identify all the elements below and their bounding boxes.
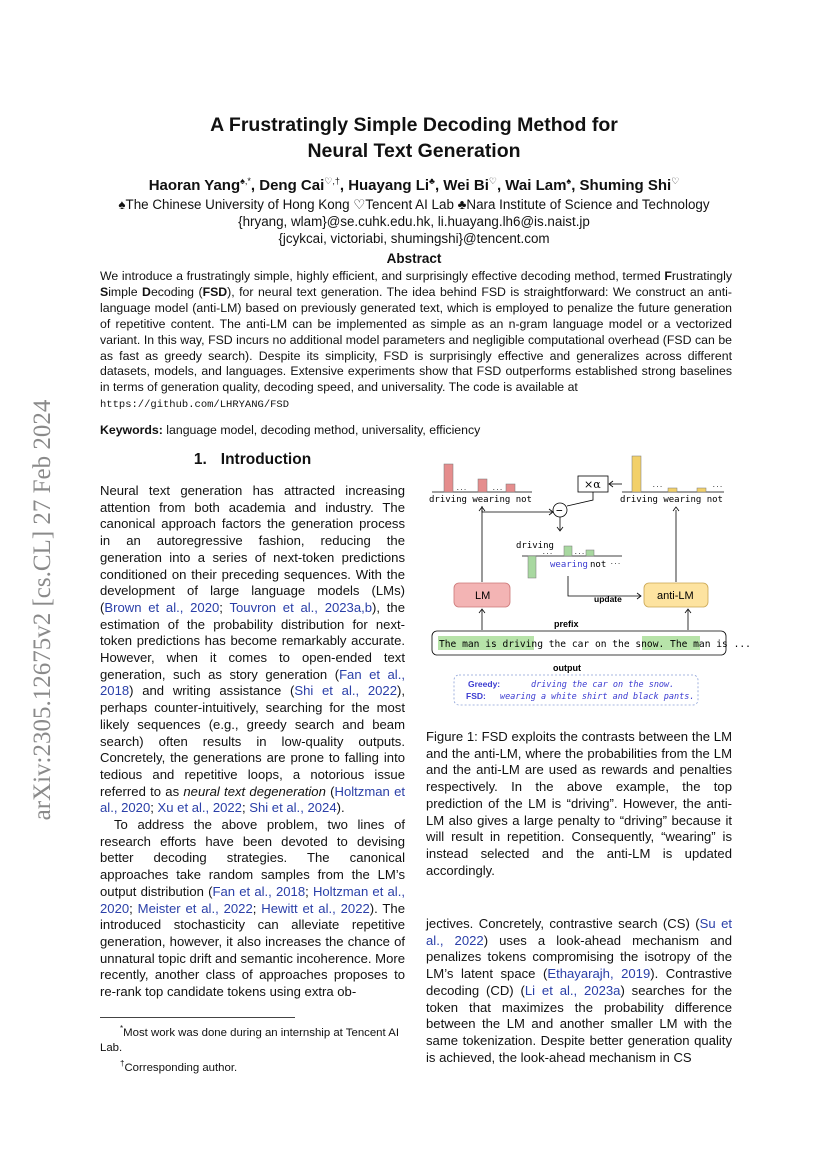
lm-dots: ... bbox=[492, 485, 503, 492]
citation-link[interactable]: Meister et al., 2022 bbox=[137, 900, 253, 916]
citation-link[interactable]: Shi et al., 2022 bbox=[294, 683, 397, 699]
lm-bar-driving bbox=[444, 464, 453, 492]
abstract-text: We introduce a frustratingly simple, highly efficient, and surprisingly effective decoding method, termed bbox=[100, 269, 665, 283]
lm-label: LM bbox=[475, 590, 491, 602]
figure-1-diagram bbox=[426, 450, 751, 712]
author-name: Deng Cai bbox=[259, 177, 325, 194]
arxiv-id[interactable]: arXiv:2305.12675v2 [cs.CL] 27 Feb 2024 bbox=[29, 399, 56, 821]
body-text: To address the above problem, two lines of research efforts have been devoted to devising better decoding strategies. The canonical approaches take random samples from the LM’s output distribution ( bbox=[100, 817, 405, 899]
email-line: {jcykcai, victoriabi, shumingshi}@tencent.com bbox=[278, 231, 550, 246]
body-text: ). bbox=[336, 800, 345, 816]
citation-link[interactable]: Li et al., 2023a bbox=[524, 982, 621, 998]
citation-link[interactable]: Xu et al., 2022 bbox=[157, 800, 242, 816]
output-label: output bbox=[553, 663, 581, 673]
citation-link[interactable]: Holtzman et al., 2020 bbox=[100, 783, 405, 816]
body-text: ) and writing assistance ( bbox=[129, 683, 295, 699]
lm-bar-not bbox=[506, 484, 515, 492]
prefix-label: prefix bbox=[554, 619, 579, 629]
center-word-driving: driving bbox=[516, 541, 554, 551]
body-text: Neural text generation has attracted increasing attention from both academia and industry. The canonical approach factors the generation process in an autoregressive fashion, reducing the generation into a series of next-token predictions conditioned on their preceding sequences. With the development of large language models (LMs) ( bbox=[100, 483, 405, 615]
greedy-output: driving the car on the snow. bbox=[531, 680, 675, 690]
author-name: Huayang Li bbox=[348, 177, 430, 194]
section-title: Introduction bbox=[220, 451, 312, 468]
footnote-2 bbox=[100, 1056, 405, 1076]
greedy-label: Greedy: bbox=[468, 679, 501, 689]
title-line-1: A Frustratingly Simple Decoding Method for bbox=[210, 114, 618, 136]
keywords-text: language model, decoding method, universality, efficiency bbox=[162, 423, 481, 437]
citation-link[interactable]: Brown et al., 2020 bbox=[104, 599, 220, 615]
citation-link[interactable]: Shi et al., 2024 bbox=[249, 800, 337, 816]
lm-bar-wearing bbox=[478, 479, 487, 492]
author-marks: ♡ bbox=[671, 176, 680, 186]
citation-link[interactable]: Ethayarajh, 2019 bbox=[547, 966, 651, 982]
abstract-bold-abbr: FSD bbox=[202, 284, 228, 299]
abstract-text: imple bbox=[108, 284, 143, 299]
footnote-1 bbox=[100, 1021, 405, 1056]
body-text: ) searches for the token that maximizes the probability difference between the LM and another smaller LM with the same tokenization. Despite better generation quality is achieved, the look-ahead mechanism in CS bbox=[426, 982, 733, 1065]
fsd-output: wearing a white shirt and black pants. bbox=[500, 692, 695, 702]
intro-left-column bbox=[100, 483, 405, 1001]
abstract-bold-letter: S bbox=[100, 284, 109, 299]
update-label: update bbox=[594, 594, 622, 604]
body-text: ), the estimation of the probability distribution for next-token predictions has become remarkably accurate. However, when it comes to open-ended text generation, such as story generation ( bbox=[100, 599, 405, 682]
author-marks: ♣ bbox=[429, 176, 435, 186]
sentence-highlight-1: The man is driving bbox=[439, 639, 543, 650]
paper-title bbox=[0, 112, 828, 164]
minus-sign: − bbox=[556, 504, 563, 517]
anti-bar-driving bbox=[632, 456, 641, 492]
footnote-text: Most work was done during an internship at Tencent AI Lab. bbox=[100, 1026, 399, 1054]
footnote-rule bbox=[100, 1017, 295, 1018]
arrow-alpha-to-minus bbox=[567, 492, 593, 506]
footnotes bbox=[100, 1017, 405, 1076]
center-bar-wearing bbox=[564, 546, 572, 556]
affiliations bbox=[0, 196, 828, 247]
email-line: {hryang, wlam}@se.cuhk.edu.hk, li.huayang.lh6@is.naist.jp bbox=[238, 214, 590, 229]
citation-link[interactable]: Hewitt et al., 2022 bbox=[261, 900, 370, 916]
abstract-heading: Abstract bbox=[386, 251, 442, 266]
center-word-wearing: wearing bbox=[550, 560, 588, 570]
abstract-bold-letter: F bbox=[664, 269, 672, 283]
abstract-text: rustratingly bbox=[671, 269, 732, 283]
citation-link[interactable]: Touvron et al., 2023a,b bbox=[229, 599, 373, 615]
anti-dots: ... bbox=[652, 482, 663, 489]
lm-dist-words: driving wearing not bbox=[429, 495, 532, 505]
author-marks: ♠ bbox=[566, 176, 572, 186]
abstract-bold-letter: D bbox=[142, 284, 151, 299]
body-text: ). Contrastive decoding (CD) ( bbox=[426, 966, 733, 998]
citation-link[interactable]: Holtzman et al., 2020 bbox=[100, 883, 405, 916]
right-paragraph bbox=[426, 916, 732, 1066]
anti-lm-label: anti-LM bbox=[657, 590, 694, 602]
author-list: Haoran Yang♠,*, Deng Cai♡,†, Huayang Li♣, Wei Bi♡, Wai Lam♠, Shuming Shi♡ bbox=[148, 176, 680, 194]
body-text: ; bbox=[241, 800, 250, 816]
author-name: Wai Lam bbox=[505, 177, 567, 194]
center-dots: ... bbox=[574, 549, 585, 556]
author-marks: ♡ bbox=[488, 176, 497, 186]
anti-dots: ... bbox=[712, 482, 723, 489]
prefix-sentence bbox=[439, 639, 751, 650]
center-bar-driving bbox=[528, 556, 536, 578]
intro-paragraph-2 bbox=[100, 817, 405, 1001]
abstract-text: ), for neural text generation. The idea behind FSD is straightforward: We construct an anti-language model (anti-LM) based on previously generated text, which is employed to penalize the future generation of repetitive content. The anti-LM can be implemented as simple as an n-gram language model or a vectorized variant. In this way, FSD incurs no additional model parameters and negligible computational overhead (FSD can be as fast as greedy search). Despite its simplicity, FSD is surprisingly effective and generalizes across different datasets, models, and languages. Extensive experiments show that FSD outperforms established strong baselines in terms of generation quality, decoding speed, and universality. The code is available at bbox=[100, 284, 732, 395]
code-link[interactable]: https://github.com/LHRYANG/FSD bbox=[100, 399, 290, 412]
body-text: ) uses a look-ahead mechanism and penalizes tokens compromising the isotropy of the LM’s latent space ( bbox=[426, 932, 732, 982]
alpha-label: ×α bbox=[584, 478, 601, 491]
author-name: Wei Bi bbox=[443, 177, 489, 194]
center-word-not: not bbox=[590, 560, 607, 570]
author-marks: ♠,* bbox=[240, 176, 251, 186]
anti-bar-not bbox=[697, 488, 706, 492]
emphasis-text: neural text degeneration bbox=[183, 783, 326, 799]
center-dots: ... bbox=[542, 549, 553, 556]
fsd-label: FSD: bbox=[466, 691, 486, 701]
arrow-lm-to-minus bbox=[482, 506, 552, 512]
author-marks: ♡,† bbox=[324, 176, 340, 186]
body-text: ( bbox=[325, 783, 335, 799]
center-dots: ... bbox=[610, 559, 621, 566]
abstract-text: ecoding ( bbox=[150, 284, 203, 299]
citation-link[interactable]: Su et al., 2022 bbox=[426, 916, 732, 948]
body-text: ; bbox=[219, 599, 230, 615]
arrow-update bbox=[568, 576, 640, 596]
body-text: ), perhaps counter-intuitively, searching for the most likely sequences (e.g., greedy search and beam search) often results in low-quality outputs. Concretely, the generations are prone to falling into tedious and repetitive loops, a notorious issue referred to as bbox=[100, 683, 405, 799]
figure-caption: Figure 1: FSD exploits the contrasts between the LM and the anti-LM, where the probabilities from the LM and the anti-LM are used as rewards and penalties respectively. In the above example, the top prediction of the LM is “driving”. However, the anti-LM also gives a large penalty to “driving” because it will result in repetition. Consequently, “wearing” is instead selected and the anti-LM is updated accordingly. bbox=[426, 729, 732, 878]
footnote-text: Corresponding author. bbox=[124, 1061, 238, 1074]
section-heading bbox=[100, 451, 405, 469]
arxiv-sidebar bbox=[18, 370, 68, 850]
body-text: ). The introduced stochasticity can alleviate repetitive generation, however, it also increases the chance of unnatural topic drift and semantic incoherence. More recently, another class of approaches proposes to re-rank top candidate tokens using extra ob- bbox=[100, 900, 405, 1000]
center-bar-not bbox=[586, 550, 594, 556]
footnote-mark: * bbox=[120, 1024, 124, 1033]
section-number: 1. bbox=[193, 451, 207, 468]
author-name: Haoran Yang bbox=[148, 177, 241, 194]
title-line-2: Neural Text Generation bbox=[307, 140, 521, 162]
keywords-label: Keywords: bbox=[100, 423, 163, 437]
body-text: ; bbox=[305, 883, 313, 899]
sentence-middle: the car on the snow. bbox=[542, 639, 671, 650]
body-text: ; bbox=[150, 800, 158, 816]
citation-link[interactable]: Fan et al., 2018 bbox=[212, 883, 306, 899]
intro-right-column bbox=[426, 916, 732, 1066]
citation-link[interactable]: Fan et al., 2018 bbox=[100, 666, 405, 699]
footnote-mark: † bbox=[120, 1058, 125, 1068]
anti-bar-wearing bbox=[668, 488, 677, 492]
sentence-highlight-2: The man is bbox=[670, 639, 728, 650]
affiliation-line: ♠The Chinese University of Hong Kong ♡Tencent AI Lab ♣Nara Institute of Science and Technology bbox=[118, 197, 710, 212]
abstract-body bbox=[100, 269, 732, 414]
keywords-line bbox=[100, 423, 732, 437]
lm-dots: ... bbox=[456, 485, 467, 492]
body-text: jectives. Concretely, contrastive search (CS) ( bbox=[426, 916, 700, 931]
intro-paragraph-1 bbox=[100, 483, 405, 817]
anti-dist-words: driving wearing not bbox=[620, 495, 723, 505]
sentence-end: ... bbox=[727, 639, 751, 650]
body-text: ; bbox=[252, 900, 262, 916]
body-text: ; bbox=[129, 900, 138, 916]
author-name: Shuming Shi bbox=[579, 177, 672, 194]
